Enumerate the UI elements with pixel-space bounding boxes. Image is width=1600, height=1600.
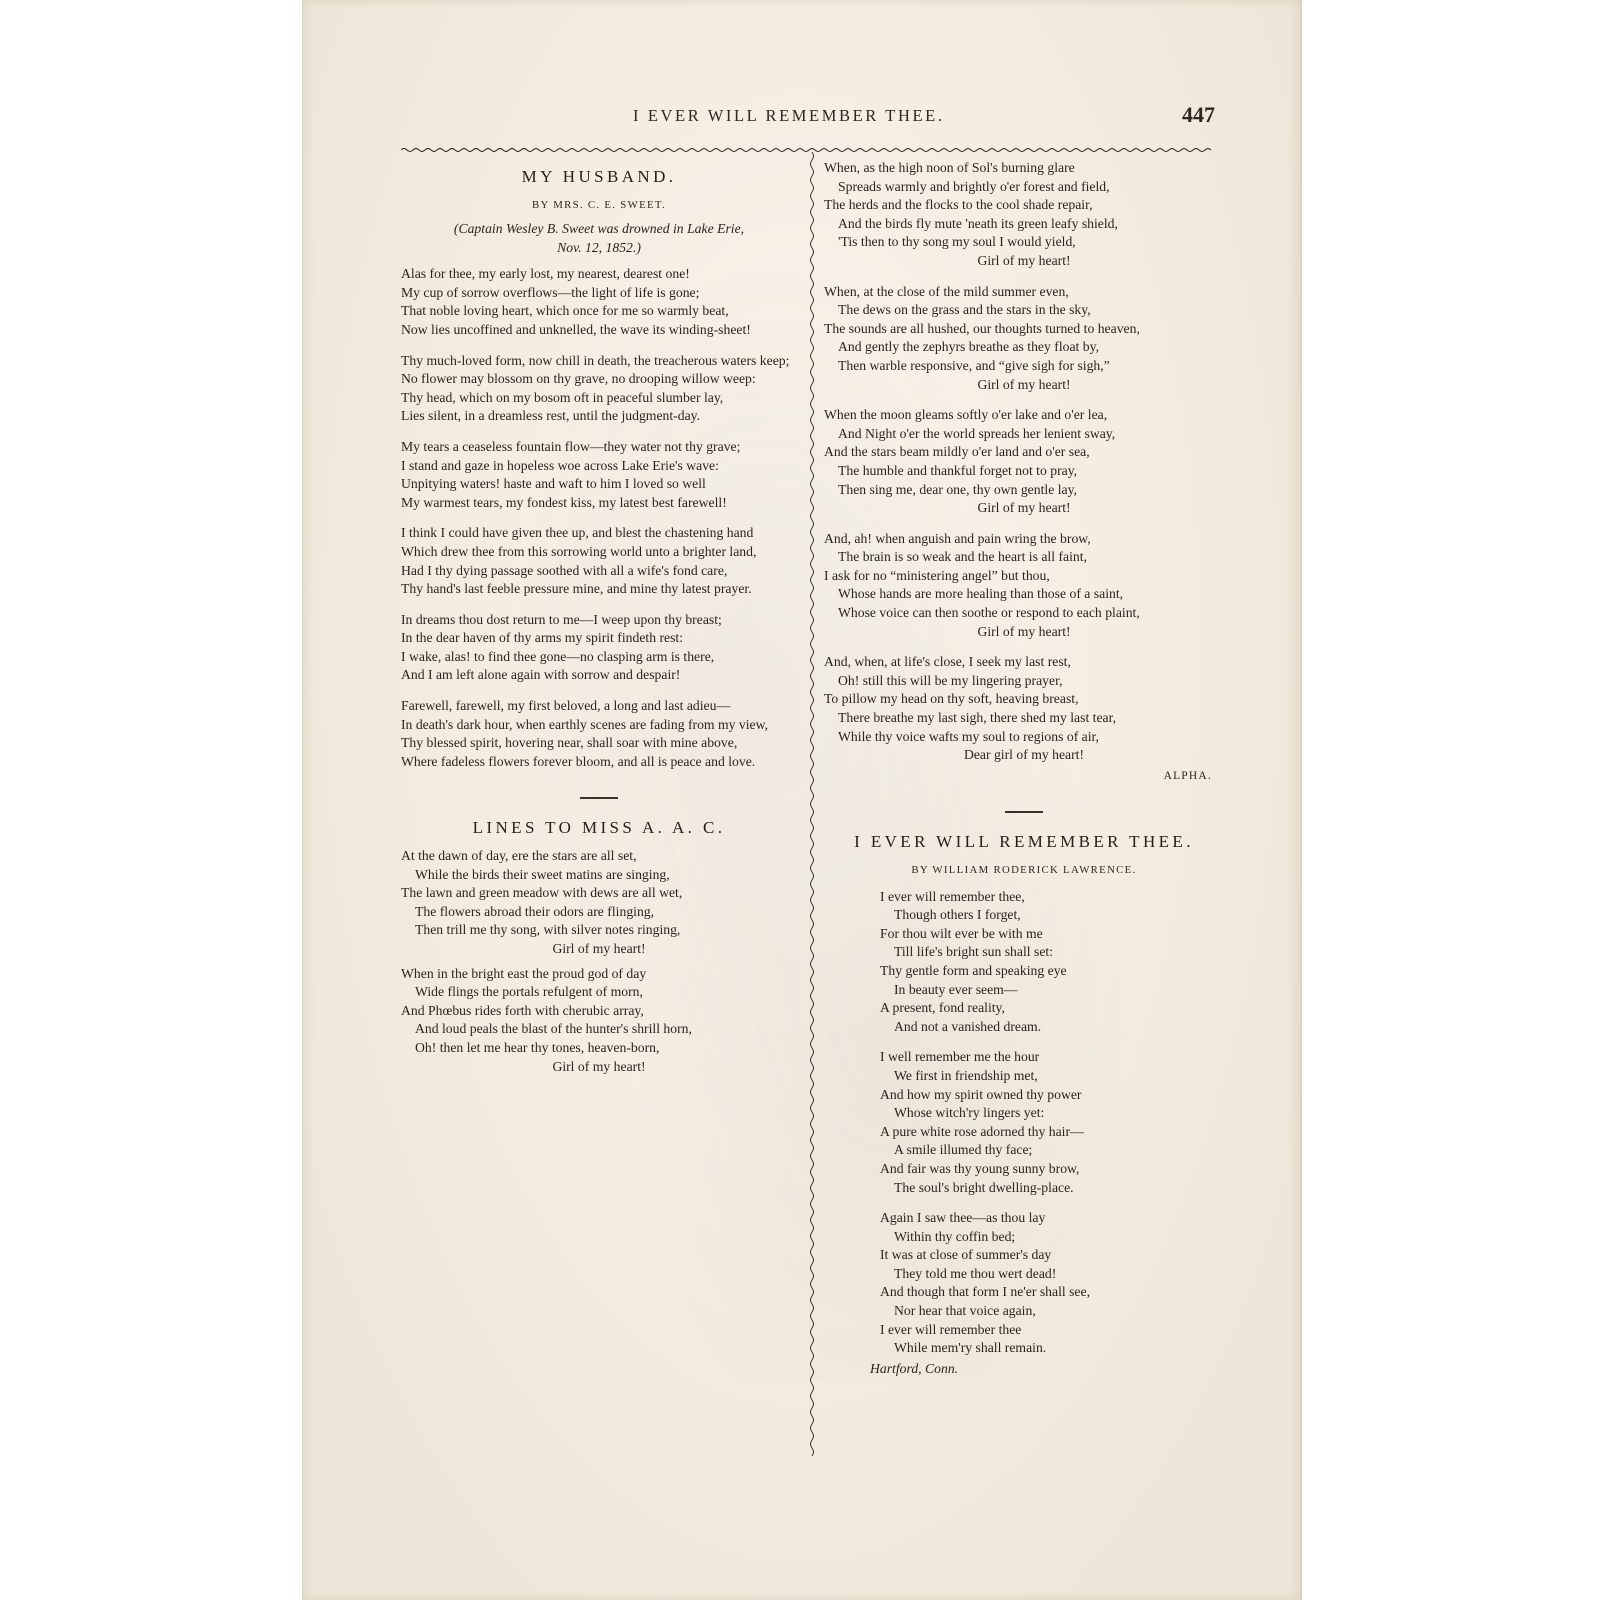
place-line: Hartford, Conn. — [870, 1360, 959, 1376]
poem-title-remember-thee: I EVER WILL REMEMBER THEE. — [854, 832, 1194, 852]
verse-line: A pure white rose adorned thy hair— — [880, 1123, 1084, 1139]
verse-line: The humble and thankful forget not to pray, — [838, 462, 1078, 478]
verse-line: We first in friendship met, — [894, 1067, 1038, 1083]
verse-line: There breathe my last sigh, there shed my last tear, — [838, 710, 1117, 726]
stanza — [824, 283, 1224, 395]
verse-line: I ever will remember thee, — [880, 888, 1025, 904]
byline-sweet: BY MRS. C. E. SWEET. — [532, 198, 666, 211]
verse-line: No flower may blossom on thy grave, no drooping willow weep: — [401, 371, 756, 387]
verse-line: My tears a ceaseless fountain flow—they water not thy grave; — [401, 438, 741, 454]
poem-title-my-husband: MY HUSBAND. — [521, 167, 677, 186]
verse-line: And, ah! when anguish and pain wring the brow, — [824, 530, 1091, 546]
dedication-note — [401, 219, 797, 257]
byline-lawrence: BY WILLIAM RODERICK LAWRENCE. — [911, 864, 1137, 876]
verse-line: Where fadeless flowers forever bloom, and all is peace and love. — [401, 753, 756, 769]
section-rule — [1005, 811, 1043, 813]
verse-line: Though others I forget, — [894, 907, 1021, 923]
stanza — [824, 653, 1224, 765]
refrain-line: Dear girl of my heart! — [963, 747, 1085, 763]
header-wavy-rule — [401, 146, 1213, 154]
verse-line: In dreams thou dost return to me—I weep upon thy breast; — [401, 611, 722, 627]
verse-line: Spreads warmly and brightly o'er forest and field, — [838, 178, 1110, 194]
refrain-line: Girl of my heart! — [977, 500, 1071, 516]
verse-line: Whose hands are more healing than those of a saint, — [838, 586, 1124, 602]
stanza — [401, 697, 797, 771]
verse-line: For thou wilt ever be with me — [880, 925, 1043, 941]
stanza — [401, 847, 797, 959]
verse-line: And not a vanished dream. — [894, 1018, 1042, 1034]
verse-line: And though that form I ne'er shall see, — [880, 1284, 1091, 1300]
stanza — [824, 406, 1224, 518]
refrain-line: Girl of my heart! — [552, 941, 646, 956]
verse-line: My warmest tears, my fondest kiss, my latest best farewell! — [401, 494, 727, 510]
verse-line: I ever will remember thee — [880, 1321, 1022, 1337]
verse-line: My cup of sorrow overflows—the light of life is gone; — [401, 284, 700, 300]
verse-line: Again I saw thee—as thou lay — [880, 1210, 1046, 1226]
verse-line: That noble loving heart, which once for me so warmly beat, — [401, 303, 729, 319]
verse-line: I think I could have given thee up, and blest the chastening hand — [401, 525, 754, 541]
verse-line: When the moon gleams softly o'er lake and o'er lea, — [824, 407, 1108, 423]
verse-line: In death's dark hour, when earthly scenes are fading from my view, — [401, 716, 769, 732]
verse-line: And loud peals the blast of the hunter's shrill horn, — [415, 1021, 692, 1037]
verse-line: 'Tis then to thy song my soul I would yield, — [838, 234, 1076, 250]
stanza — [401, 265, 797, 339]
verse-line: Oh! then let me hear thy tones, heaven-born, — [415, 1039, 660, 1055]
poem-title-lines-to-miss: LINES TO MISS A. A. C. — [472, 818, 726, 838]
verse-line: Whose witch'ry lingers yet: — [894, 1105, 1045, 1121]
verse-line: When, as the high noon of Sol's burning glare — [824, 160, 1075, 175]
verse-line: Till life's bright sun shall set: — [894, 944, 1053, 960]
verse-line: Whose voice can then soothe or respond to each plaint, — [838, 605, 1140, 621]
verse-line: Now lies uncoffined and unknelled, the wave its winding-sheet! — [401, 321, 751, 337]
verse-line: Within thy coffin bed; — [894, 1228, 1016, 1244]
verse-line: Then trill me thy song, with silver notes ringing, — [415, 922, 681, 938]
verse-line: And the stars beam mildly o'er land and o'er sea, — [824, 444, 1090, 460]
note-line: Nov. 12, 1852.) — [557, 240, 641, 256]
verse-line: The soul's bright dwelling-place. — [894, 1179, 1074, 1195]
verse-line: When in the bright east the proud god of day — [401, 965, 647, 981]
stanza — [824, 530, 1224, 642]
verse-line: While the birds their sweet matins are singing, — [415, 866, 670, 882]
verse-line: The sounds are all hushed, our thoughts turned to heaven, — [824, 320, 1140, 336]
verse-line: Lies silent, in a dreamless rest, until the judgment-day. — [401, 408, 701, 424]
verse-line: A present, fond reality, — [880, 1000, 1005, 1016]
stanza — [401, 438, 797, 512]
verse-line: A smile illumed thy face; — [894, 1142, 1033, 1158]
running-head — [303, 102, 1301, 136]
verse-line: Thy hand's last feeble pressure mine, and mine thy latest prayer. — [401, 581, 752, 597]
book-page — [302, 0, 1302, 1600]
refrain-line: Girl of my heart! — [977, 623, 1071, 639]
refrain-line: Girl of my heart! — [977, 376, 1071, 392]
right-column — [824, 159, 1224, 1378]
verse-line: I well remember me the hour — [880, 1049, 1040, 1065]
verse-line: Thy much-loved form, now chill in death, the treacherous waters keep; — [401, 352, 790, 368]
stanza — [401, 352, 797, 426]
stanza — [824, 159, 1224, 271]
verse-line: Unpitying waters! haste and waft to him I loved so well — [401, 476, 706, 492]
verse-line: Thy head, which on my bosom oft in peaceful slumber lay, — [401, 389, 724, 405]
verse-line: I ask for no “ministering angel” but thou, — [824, 567, 1050, 583]
verse-line: In beauty ever seem— — [894, 981, 1018, 997]
verse-line: And gently the zephyrs breathe as they float by, — [838, 339, 1099, 355]
verse-line: Nor hear that voice again, — [894, 1303, 1036, 1319]
verse-line: Then sing me, dear one, thy own gentle lay, — [838, 481, 1077, 497]
stanza — [401, 524, 797, 598]
verse-line: Oh! still this will be my lingering prayer, — [838, 672, 1063, 688]
verse-line: And, when, at life's close, I seek my last rest, — [824, 654, 1071, 670]
verse-line: Had I thy dying passage soothed with all a wife's fond care, — [401, 562, 728, 578]
verse-line: Which drew thee from this sorrowing world unto a brighter land, — [401, 543, 757, 559]
verse-line: It was at close of summer's day — [880, 1247, 1052, 1263]
verse-line: Thy blessed spirit, hovering near, shall soar with mine above, — [401, 735, 738, 751]
verse-line: I stand and gaze in hopeless woe across Lake Erie's wave: — [401, 457, 719, 473]
stanza — [824, 1209, 1224, 1358]
verse-line: While thy voice wafts my soul to regions of air, — [838, 728, 1099, 744]
verse-line: The flowers abroad their odors are flinging, — [415, 903, 655, 919]
refrain-line: Girl of my heart! — [552, 1058, 646, 1074]
verse-line: Farewell, farewell, my first beloved, a long and last adieu— — [401, 698, 731, 714]
verse-line: Wide flings the portals refulgent of morn, — [415, 984, 643, 1000]
signature-alpha: ALPHA. — [1163, 769, 1212, 782]
running-title: I EVER WILL REMEMBER THEE. — [633, 106, 945, 125]
verse-line: The lawn and green meadow with dews are all wet, — [401, 885, 683, 901]
stanza — [401, 611, 797, 685]
verse-line: When, at the close of the mild summer even, — [824, 283, 1069, 299]
verse-line: The dews on the grass and the stars in the sky, — [838, 302, 1091, 318]
section-rule — [580, 797, 618, 799]
verse-line: And the birds fly mute 'neath its green leafy shield, — [838, 215, 1118, 231]
verse-line: While mem'ry shall remain. — [894, 1340, 1047, 1356]
verse-line: The brain is so weak and the heart is all faint, — [838, 549, 1087, 565]
stanza — [824, 888, 1224, 1037]
verse-line: Alas for thee, my early lost, my nearest, dearest one! — [401, 266, 690, 282]
verse-line: In the dear haven of thy arms my spirit findeth rest: — [401, 630, 684, 646]
verse-line: And fair was thy young sunny brow, — [880, 1160, 1080, 1176]
verse-line: Then warble responsive, and “give sigh for sigh,” — [838, 357, 1110, 373]
verse-line: Thy gentle form and speaking eye — [880, 962, 1067, 978]
page-number: 447 — [1182, 102, 1215, 127]
verse-line: The herds and the flocks to the cool shade repair, — [824, 197, 1093, 213]
verse-line: To pillow my head on thy soft, heaving breast, — [824, 691, 1079, 707]
verse-line: And I am left alone again with sorrow and despair! — [401, 667, 681, 683]
note-line: (Captain Wesley B. Sweet was drowned in Lake Erie, — [453, 221, 745, 237]
verse-line: I wake, alas! to find thee gone—no clasping arm is there, — [401, 648, 715, 664]
stanza — [401, 965, 797, 1077]
verse-line: And Phœbus rides forth with cherubic array, — [401, 1002, 644, 1018]
left-column — [401, 160, 797, 1088]
refrain-line: Girl of my heart! — [977, 252, 1071, 268]
column-divider — [808, 152, 816, 1460]
verse-line: And how my spirit owned thy power — [880, 1086, 1082, 1102]
verse-line: They told me thou wert dead! — [894, 1265, 1057, 1281]
verse-line: And Night o'er the world spreads her lenient sway, — [838, 425, 1116, 441]
verse-line: At the dawn of day, ere the stars are all set, — [401, 848, 637, 864]
stanza — [824, 1048, 1224, 1197]
